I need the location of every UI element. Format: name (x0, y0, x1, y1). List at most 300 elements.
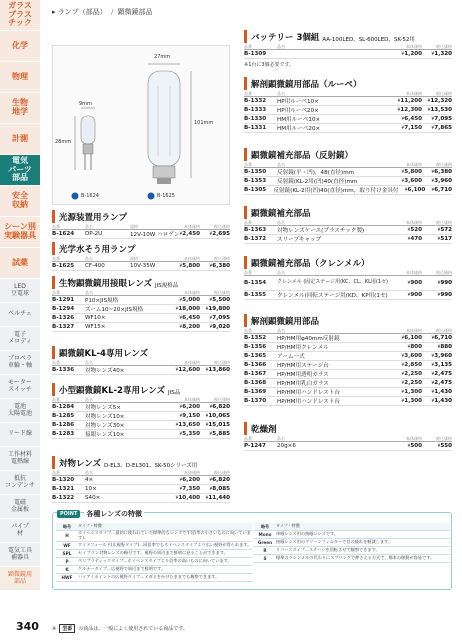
sidebar-item-13[interactable]: モーター スイッチ (0, 375, 40, 399)
price: ¥ 13,650 (170, 422, 200, 428)
sidebar-item-8[interactable]: 試薬 (0, 248, 40, 279)
price-with-tax: ¥ 3,960 (422, 178, 452, 184)
table-row[interactable] (52, 485, 230, 494)
product-name: HP/HM用ハンドレスト台 (277, 390, 341, 396)
price: ¥ 2,250 (392, 371, 422, 377)
lens-type-table-left (56, 523, 252, 582)
product-code: B-1320 (52, 477, 75, 483)
section-battery (244, 30, 452, 68)
col-code: 品番 (52, 397, 60, 402)
price-with-tax: ¥ 6,710 (425, 187, 452, 193)
table-row[interactable] (244, 168, 452, 177)
product-code: B-1336 (52, 367, 75, 373)
product-code: B-1321 (52, 486, 75, 492)
dim-small-width-label: 9mm (79, 101, 92, 107)
sidebar-item-10[interactable]: ベルチェ (0, 303, 40, 327)
product-code: B-1355 (244, 292, 267, 298)
section-title (244, 206, 452, 219)
section-kl2 (52, 383, 230, 439)
product-name: WF10× (85, 315, 106, 321)
section-title (52, 276, 230, 289)
price: ¥ 10,400 (170, 495, 200, 501)
product-name: クレンメル (固定ステージ用(KC、CL、KL用(1セ) (277, 279, 388, 286)
price-with-tax: ¥ 572 (422, 227, 452, 233)
price-with-tax: ¥ 990 (422, 280, 452, 286)
lens-type-row (56, 574, 252, 582)
col-price: 本体価格 (406, 436, 422, 441)
section-obj (52, 456, 230, 503)
col-name: 品名 (85, 256, 93, 261)
col-price: 本体価格 (184, 224, 200, 229)
lens-type-desc: リバースタイプ…ステージを回転させて観察できます。 (276, 547, 380, 553)
sidebar-item-20[interactable]: 電気工具 補器具 (0, 543, 40, 567)
col-code: 品番 (244, 44, 252, 49)
table-row[interactable] (52, 476, 230, 485)
product-name: アーム一式 (277, 354, 305, 360)
price: ¥ 1,200 (392, 51, 422, 57)
col-code: 品番 (244, 162, 252, 167)
product-code: B-1354 (244, 280, 267, 286)
section-title (244, 422, 452, 435)
product-code: B-1330 (244, 116, 267, 122)
price: ¥ 900 (392, 280, 422, 286)
price-with-tax: ¥ 1,320 (422, 51, 452, 57)
table-row[interactable] (244, 370, 452, 379)
table-row[interactable] (244, 352, 452, 361)
table-row[interactable] (244, 334, 452, 343)
product-name: P10×JIS規格 (85, 298, 119, 304)
price-with-tax: ¥ 6,820 (200, 404, 230, 410)
col-name: 品名 (85, 224, 93, 229)
section-title-text: 解剖顕微鏡用部品 (251, 317, 320, 327)
tubular-bulb-icon (148, 71, 180, 184)
col-name: 品名 (85, 397, 93, 402)
product-name: ズーム10~20×JIS規格 (85, 307, 144, 313)
price: ¥ 2,450 (170, 231, 200, 237)
lens-type-row (254, 531, 450, 539)
col-code: 品番 (244, 436, 252, 441)
table-row[interactable] (244, 177, 452, 186)
section-subtitle: JIS規格品 (155, 283, 179, 289)
table-row[interactable] (244, 226, 452, 235)
col-name: 品名 (277, 436, 285, 441)
lamp-illustration (53, 46, 231, 206)
product-code: B-1291 (52, 297, 75, 303)
col-price: 本体価格 (184, 397, 200, 402)
table-row[interactable] (52, 296, 230, 305)
sidebar-item-9[interactable]: LED 豆電球 (0, 279, 40, 303)
price: ¥ 8,200 (170, 324, 200, 330)
col-name: 品名 (85, 360, 93, 365)
table-row[interactable] (244, 291, 452, 300)
product-name: クレンメル(回転ステージ用(KD、KP用(1セ) (277, 293, 388, 299)
product-name: HP/HM用ハンドレスト台 (277, 399, 341, 405)
price-with-tax: ¥ 880 (422, 344, 452, 350)
price: ¥ 1,300 (392, 389, 422, 395)
product-name: 4× (85, 477, 94, 483)
price: ¥ 6,200 (170, 404, 200, 410)
point-title: 各種レンズの特徴 (86, 510, 142, 518)
sidebar-item-17[interactable]: 抵抗 コンデンサ (0, 471, 40, 495)
price: ¥ 6,450 (392, 116, 422, 122)
product-code: B-1370 (244, 398, 267, 404)
product-name: 対物レンズ5× (85, 405, 121, 411)
price: ¥ 12,300 (392, 107, 422, 113)
col-price: 本体価格 (406, 162, 422, 167)
table-row[interactable] (244, 235, 452, 244)
product-name: HP/HM用ステージ台 (277, 363, 329, 369)
col-price: 本体価格 (184, 470, 200, 475)
price-with-tax: ¥ 5,500 (200, 297, 230, 303)
sidebar-item-6[interactable]: 安全 収納 (0, 186, 40, 217)
product-code: B-1284 (52, 404, 75, 410)
sidebar-item-0[interactable]: ガラス プラス チック (0, 0, 40, 31)
product-name: HM用ルーペ10× (277, 117, 321, 123)
section-title (52, 242, 230, 255)
section-subtitle: JIS品 (167, 390, 181, 396)
lens-type-desc: ペリプラティックタイプ…ホイヘンスタイプより倍率の高いものに向いています。 (78, 557, 232, 563)
table-row[interactable] (244, 50, 452, 59)
col-code: 品番 (52, 360, 60, 365)
col-price: 本体価格 (184, 360, 200, 365)
section-mirror (244, 148, 452, 195)
lens-type-desc: 単眼レンズ用の接眼レンズです。 (276, 531, 339, 537)
product-code: B-1350 (244, 169, 267, 175)
sidebar-item-14[interactable]: 電池 太陽電池 (0, 399, 40, 423)
section-title (52, 456, 230, 469)
table-row[interactable] (52, 262, 230, 271)
price-with-tax: ¥ 550 (422, 443, 452, 449)
col-code: 品番 (244, 328, 252, 333)
price: ¥ 520 (392, 227, 422, 233)
col-price: 本体価格 (184, 290, 200, 295)
product-name: 反射鏡(KL-2用(凹)40(直径)mm，取り付け金具付 (273, 188, 399, 194)
sidebar-item-2[interactable]: 物理 (0, 62, 40, 93)
lens-type-code: H (65, 533, 69, 539)
col-price-tax: 税込価格 (214, 397, 230, 402)
price: ¥ 6,100 (399, 187, 426, 193)
price: ¥ 5,350 (170, 431, 200, 437)
section-title-text: 顕微鏡KL-4専用レンズ (59, 349, 148, 359)
table-row[interactable] (244, 379, 452, 388)
table-row[interactable] (244, 343, 452, 352)
product-code: B-1333 (244, 107, 267, 113)
sidebar-item-1[interactable]: 化学 (0, 31, 40, 62)
table-row[interactable] (244, 388, 452, 397)
product-code: B-1353 (244, 178, 267, 184)
price-with-tax: ¥ 5,885 (200, 431, 230, 437)
lens-col-desc: タイプ・特徴 (276, 523, 300, 529)
price: ¥ 3,600 (392, 178, 422, 184)
lens-col-code: 略号 (261, 523, 269, 529)
col-code: 品番 (244, 270, 252, 275)
product-name: 対物レンズ10× (85, 414, 125, 420)
price-with-tax: ¥ 19,800 (200, 306, 230, 312)
col-price-tax: 税込価格 (436, 220, 452, 225)
section-subtitle: AA-100LED、SL-600LED、SK-52用 (322, 37, 415, 43)
page-number: 340 (16, 620, 39, 633)
price-with-tax: ¥ 3,135 (422, 362, 452, 368)
table-row[interactable] (244, 124, 452, 133)
product-name: DP-2U (85, 231, 103, 237)
col-code: 品番 (244, 220, 252, 225)
price: ¥ 3,600 (392, 353, 422, 359)
section-title-text: 乾燥剤 (251, 425, 277, 435)
table-row[interactable] (52, 494, 230, 503)
price-with-tax: ¥ 8,085 (200, 486, 230, 492)
product-code: B-1305 (244, 187, 267, 193)
table-row[interactable] (52, 403, 230, 412)
price-with-tax: ¥ 7,095 (200, 315, 230, 321)
product-code: B-1326 (52, 315, 75, 321)
product-name: 20g×6 (277, 443, 296, 449)
table-row[interactable] (244, 106, 452, 115)
col-price-tax: 税込価格 (436, 270, 452, 275)
section-optic (52, 242, 230, 271)
product-spec: 12V-10W ハロゲン (130, 232, 180, 238)
price: ¥ 800 (392, 344, 422, 350)
product-name: 反射鏡(KL-2用(凹)40(直径)mm (277, 179, 358, 185)
lens-type-desc: セミプラン対物レンズの略号です。視野の周辺まで鮮明に見ることができます。 (78, 549, 228, 555)
col-price-tax: 税込価格 (436, 328, 452, 333)
table-row[interactable] (52, 305, 230, 314)
price: ¥ 470 (392, 236, 422, 242)
price: ¥ 2,250 (392, 380, 422, 386)
price-with-tax: ¥ 13,530 (422, 107, 452, 113)
product-name: 反射鏡(平・凹)，48(直径)mm (277, 170, 355, 176)
section-title-text: バッテリー 3個組 (251, 33, 320, 43)
lamp-product-image (52, 45, 230, 205)
lens-type-code: R (263, 548, 267, 553)
section-dry (244, 422, 452, 451)
section-dissect (244, 314, 452, 406)
col-name: 品名 (277, 220, 285, 225)
footer-marker: ※ (52, 625, 57, 632)
price-with-tax: ¥ 1,430 (422, 398, 452, 404)
price-with-tax: ¥ 2,475 (422, 371, 452, 377)
col-price: 本体価格 (406, 44, 422, 49)
section-title-text: 解剖顕微鏡用部品（ルーペ） (251, 80, 362, 90)
col-code: 品番 (52, 470, 60, 475)
product-name: 10× (85, 486, 97, 492)
price: ¥ 5,800 (170, 263, 200, 269)
lens-type-desc: ケルナータイプ…広視野で周辺まで鮮明です。 (78, 565, 166, 571)
section-title-text: 光学水そう用ランプ (59, 245, 136, 255)
price-with-tax: ¥ 15,015 (200, 422, 230, 428)
col-price-tax: 税込価格 (214, 290, 230, 295)
product-code: B-1372 (244, 236, 267, 242)
image-caption-1: B-1624 (81, 193, 99, 199)
table-row[interactable] (52, 412, 230, 421)
table-row[interactable] (52, 323, 230, 332)
table-row[interactable] (244, 361, 452, 370)
sidebar-item-21[interactable]: 顕微鏡用 部品 (0, 567, 40, 591)
lens-type-row (254, 547, 450, 555)
product-name: HP用ルーペ20× (277, 108, 319, 114)
product-code: B-1356 (244, 344, 267, 350)
price-with-tax: ¥ 6,380 (422, 169, 452, 175)
section-title (244, 148, 452, 161)
price-with-tax: ¥ 2,695 (200, 231, 230, 237)
section-kl4 (52, 346, 230, 375)
product-code: B-1309 (244, 51, 267, 57)
lens-type-row (56, 542, 252, 550)
lens-type-desc: 接眼レンズ用のグリーンフィルターで目の疲れを軽減します。 (276, 539, 393, 545)
breadcrumb-item-parts[interactable]: 顕微鏡部品 (117, 8, 153, 16)
col-code: 品番 (244, 91, 252, 96)
sidebar-item-11[interactable]: 電子 メロディ (0, 327, 40, 351)
table-row[interactable] (244, 186, 452, 195)
col-price-tax: 税込価格 (214, 224, 230, 229)
sidebar-item-15[interactable]: リード線 (0, 423, 40, 447)
lens-type-code: HWF (61, 574, 73, 580)
section-title (244, 77, 452, 90)
section-title-text: 生物顕微鏡用接眼レンズ (59, 279, 153, 289)
product-name: スリーブキャップ (277, 237, 322, 243)
lens-type-desc: ワイドフィールド(広視野タイプ)…同倍率でもホイヘンスタイプより広い視野が得られます。 (78, 541, 252, 547)
col-price: 本体価格 (406, 91, 422, 96)
col-code: 品番 (52, 224, 60, 229)
col-name: 品名 (277, 44, 285, 49)
product-code: P-1247 (244, 443, 266, 449)
lens-feature-box (52, 512, 452, 590)
product-code: B-1331 (244, 125, 267, 131)
section-note: ※1台に3個必要です。 (244, 62, 295, 68)
section-title-text: 対物レンズ (59, 459, 102, 469)
breadcrumb-separator: / (110, 8, 114, 16)
product-code: B-1367 (244, 371, 267, 377)
sidebar-item-19[interactable]: パイプ 材 (0, 519, 40, 543)
price-with-tax: ¥ 9,020 (200, 324, 230, 330)
product-name: HP/HM用φ40mm反射鏡 (277, 336, 340, 342)
table-row[interactable] (52, 421, 230, 430)
product-spec: 10V-35W (130, 263, 156, 269)
price-with-tax: ¥ 11,440 (200, 495, 230, 501)
table-row[interactable] (52, 366, 230, 375)
category-sidebar (0, 0, 40, 600)
lens-col-desc: タイプ・特徴 (78, 523, 102, 529)
col-price: 本体価格 (406, 220, 422, 225)
lens-type-code: Mono (258, 532, 272, 537)
lens-col-code: 略号 (63, 523, 71, 529)
lens-type-table-right (254, 523, 450, 563)
product-code: B-1286 (52, 422, 75, 428)
lens-type-code: WF (63, 542, 71, 548)
product-code: B-1285 (52, 413, 75, 419)
price: ¥ 1,300 (392, 398, 422, 404)
table-row[interactable] (244, 115, 452, 124)
lens-type-desc: ハイアイポイントの広視野タイプ…メガネをかけたままでも観察できます。 (78, 573, 220, 579)
col-name: 品名 (85, 290, 93, 295)
price: ¥ 11,200 (392, 98, 422, 104)
section-title (244, 314, 452, 327)
price-with-tax: ¥ 13,860 (200, 367, 230, 373)
col-price-tax: 税込価格 (214, 360, 230, 365)
table-row[interactable] (52, 230, 230, 239)
lens-type-row (56, 558, 252, 566)
product-name: 対物レンズ40× (85, 368, 125, 374)
product-name: HP用ルーペ10× (277, 99, 319, 105)
section-title-text: 小型顕微鏡KL-2専用レンズ (59, 386, 165, 396)
product-code: B-1327 (52, 324, 75, 330)
sidebar-item-3[interactable]: 生物 地学 (0, 93, 40, 124)
breadcrumb (52, 7, 153, 17)
product-name: HM用ルーペ20× (277, 126, 321, 132)
halogen-bulb-icon (81, 116, 95, 170)
sidebar-item-7[interactable]: シーン別 実験器具 (0, 217, 40, 248)
sidebar-item-16[interactable]: 工作材料 電熱線 (0, 447, 40, 471)
section-bio (52, 276, 230, 332)
col-price-tax: 税込価格 (214, 256, 230, 261)
lens-type-code: P (65, 558, 69, 564)
table-row[interactable] (244, 442, 452, 451)
lens-type-code: Green (257, 540, 273, 545)
product-name: HP/HM用透明ガラス (277, 372, 329, 378)
badge-2-icon (148, 193, 155, 200)
price-with-tax: ¥ 3,960 (422, 353, 452, 359)
lens-type-code: SPL (62, 550, 72, 556)
table-row[interactable] (244, 276, 452, 291)
price-with-tax: ¥ 517 (422, 236, 452, 242)
price: ¥ 900 (392, 292, 422, 298)
table-row[interactable] (244, 97, 452, 106)
price: ¥ 12,600 (170, 367, 200, 373)
table-row[interactable] (244, 397, 452, 406)
col-price-tax: 税込価格 (436, 162, 452, 167)
dim-height-label: 101mm (194, 120, 214, 126)
product-code: B-1352 (244, 335, 267, 341)
table-row[interactable] (52, 314, 230, 323)
section-title (244, 256, 452, 269)
price: ¥ 6,200 (170, 477, 200, 483)
product-code: B-1363 (244, 227, 267, 233)
sidebar-item-4[interactable]: 計測 (0, 124, 40, 155)
product-name: HP/HM用乳白ガラス (277, 381, 329, 387)
price-with-tax: ¥ 1,430 (422, 389, 452, 395)
price: ¥ 2,850 (392, 362, 422, 368)
product-name: S40× (85, 495, 101, 501)
price: ¥ 500 (392, 443, 422, 449)
price-with-tax: ¥ 10,065 (200, 413, 230, 419)
section-title (244, 30, 452, 43)
product-code: B-1294 (52, 306, 75, 312)
sidebar-item-5[interactable]: 電気 パーツ 部品 (0, 155, 40, 186)
sidebar-item-18[interactable]: 電磁 金属板 (0, 495, 40, 519)
product-code: B-1369 (244, 389, 267, 395)
section-supp (244, 206, 452, 244)
point-badge: POINT (57, 510, 80, 518)
col-price-tax: 税込価格 (436, 436, 452, 441)
breadcrumb-item-lamp[interactable]: ランプ（部品） (57, 8, 107, 16)
price-with-tax: ¥ 7,095 (422, 116, 452, 122)
breadcrumb-marker: ▸ (52, 8, 58, 16)
table-row[interactable] (52, 430, 230, 439)
section-title-text: 顕微鏡補充部品（クレンメル） (251, 259, 370, 269)
sidebar-item-12[interactable]: プロペラ 車輪・軸 (0, 351, 40, 375)
lens-type-row (56, 531, 252, 542)
product-code: B-1625 (52, 263, 75, 269)
price: ¥ 7,150 (392, 125, 422, 131)
lens-type-row (254, 555, 450, 563)
price: ¥ 6,100 (392, 335, 422, 341)
product-code: B-1624 (52, 231, 75, 237)
col-code: 品番 (52, 256, 60, 261)
col-name: 品名 (277, 270, 285, 275)
col-price: 本体価格 (406, 328, 422, 333)
price-with-tax: ¥ 2,475 (422, 380, 452, 386)
lens-type-code: S (263, 556, 267, 561)
product-name: CF-400 (85, 263, 105, 269)
